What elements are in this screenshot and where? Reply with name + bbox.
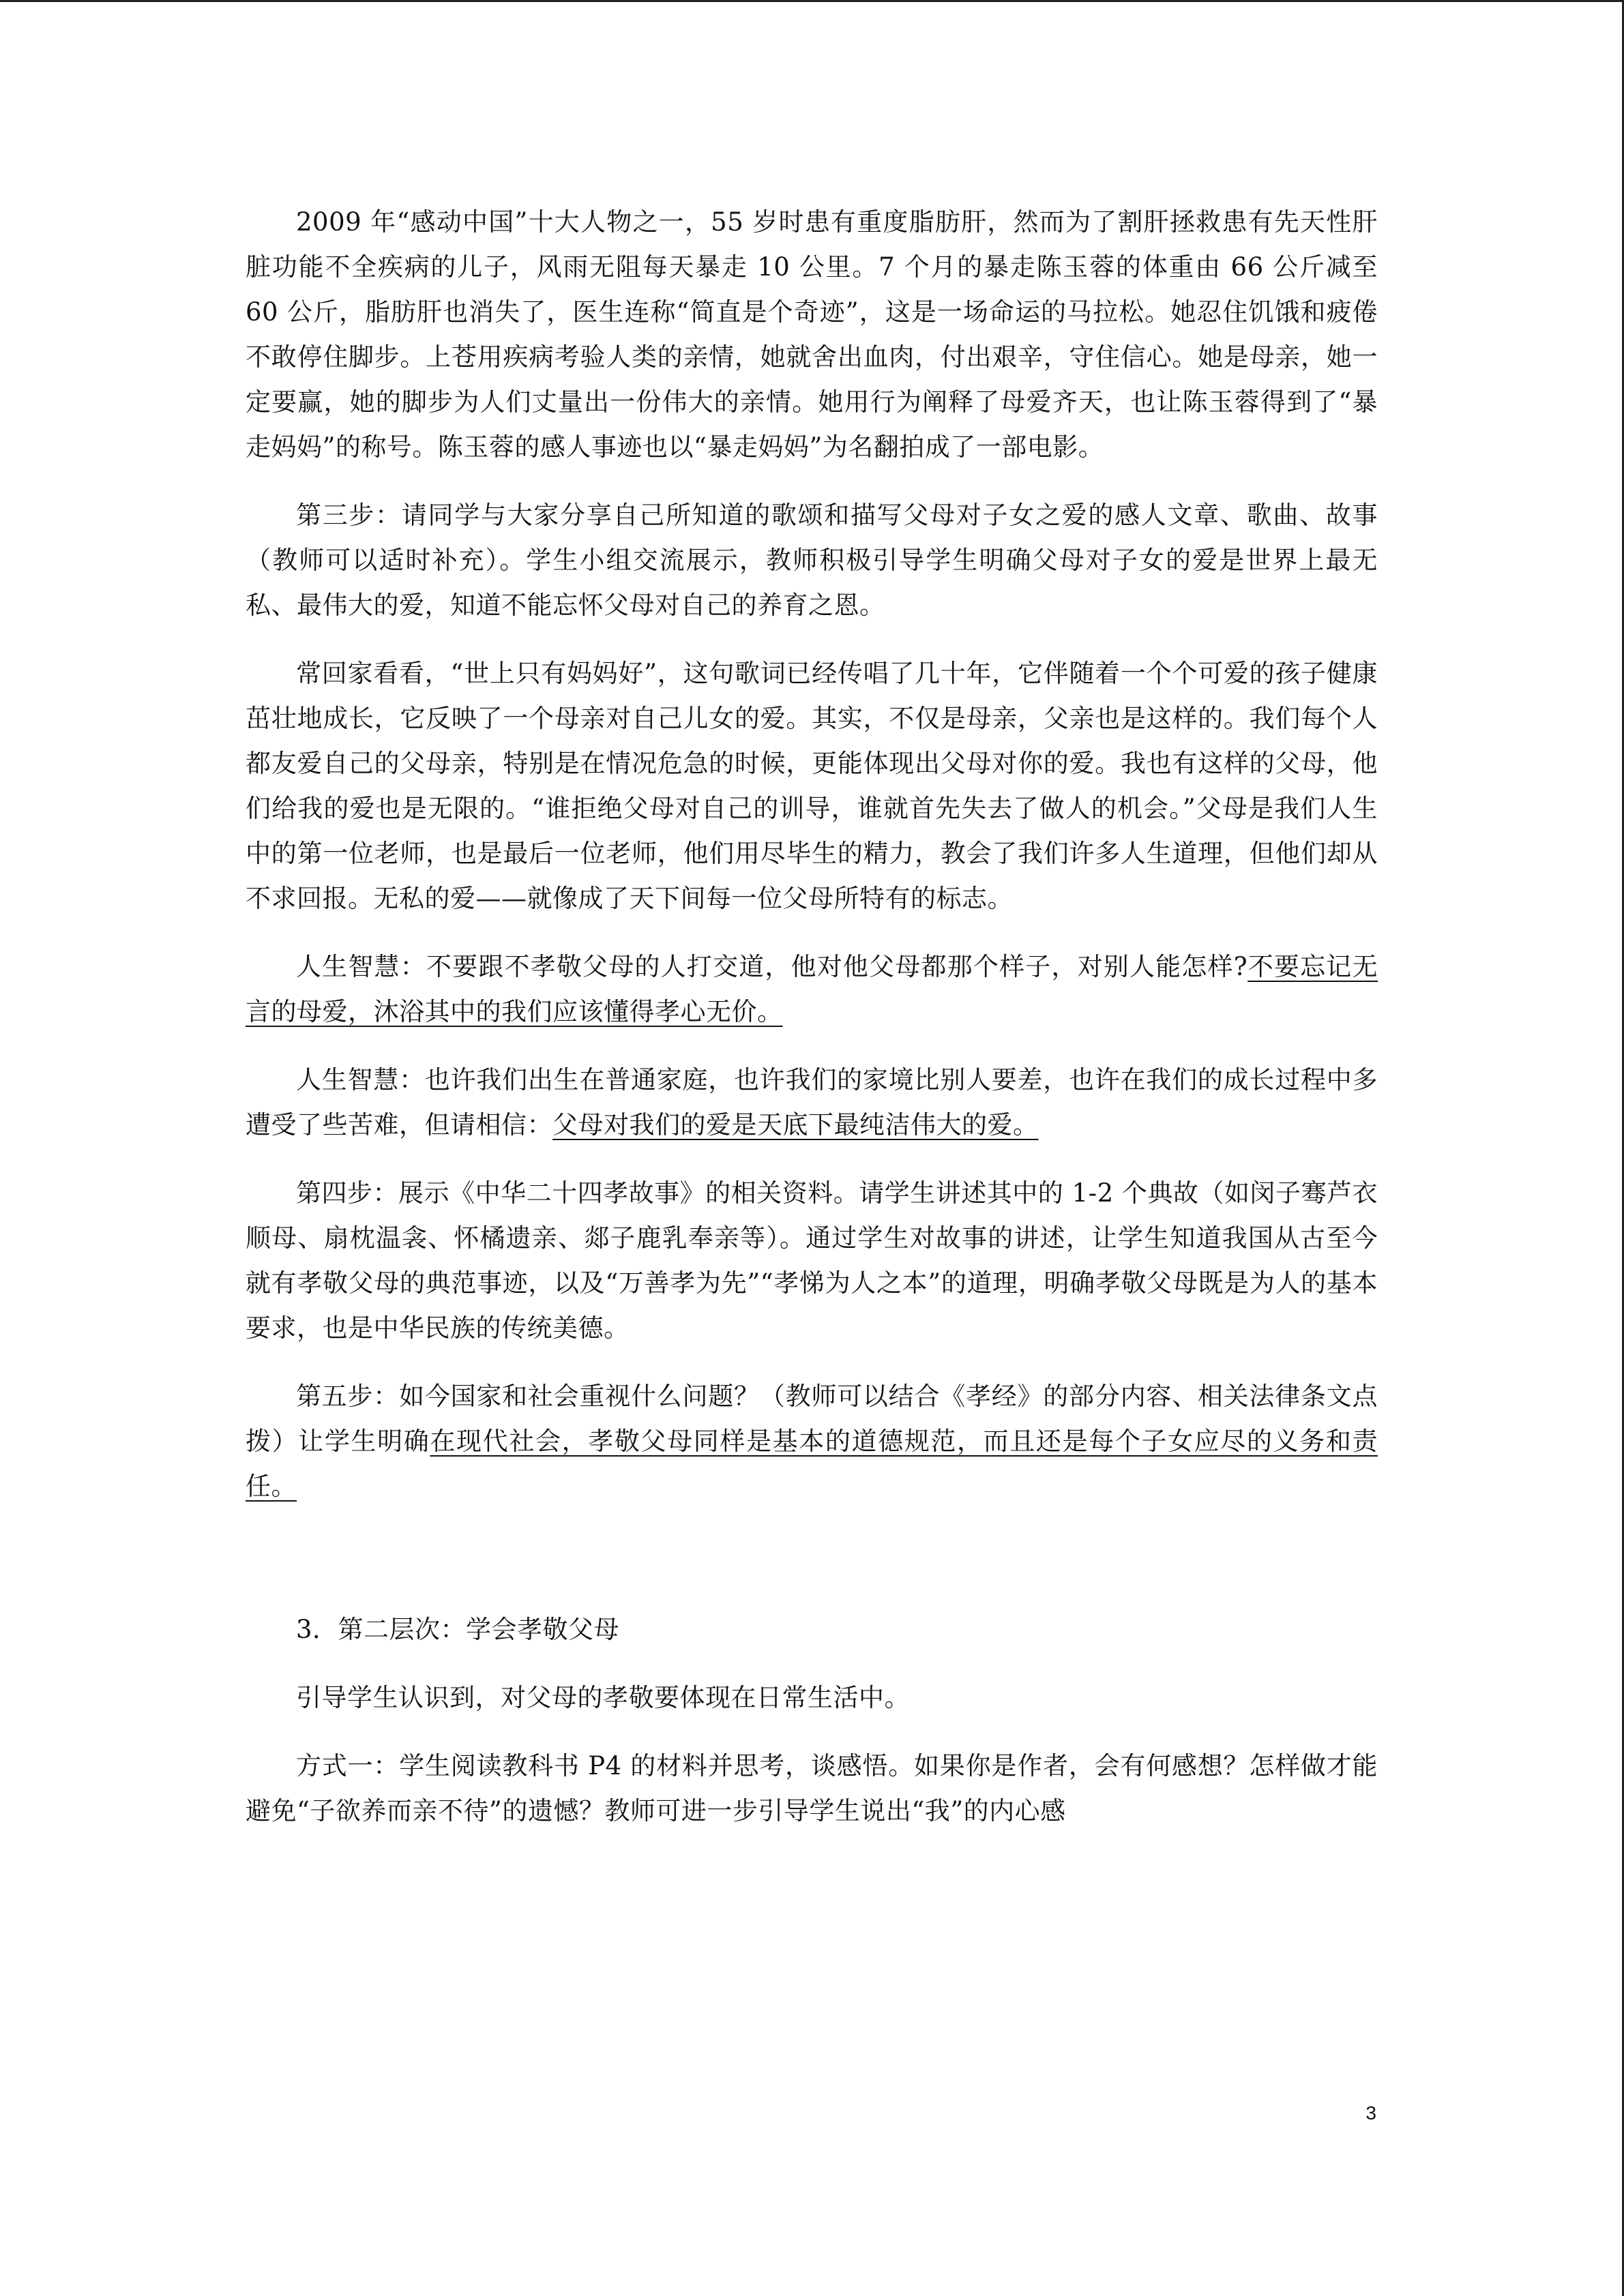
paragraph-guide-students: 引导学生认识到，对父母的孝敬要体现在日常生活中。: [296, 1683, 910, 1712]
step-five-text: 第五步：如今国家和社会重视什么问题？（教师可以结合《孝经》的部分内容、相关法律条文点拨）让学生明确: [246, 1382, 1378, 1456]
paragraph-step-five: [246, 1374, 1378, 1509]
life-wisdom-two-underlined: 父母对我们的爱是天底下最纯洁伟大的爱。: [552, 1110, 1039, 1139]
section-spacer: [246, 1532, 1378, 1607]
life-wisdom-one-underlined: 不要忘记无言的母爱，沐浴其中的我们应该懂得孝心无价。: [246, 952, 1378, 1026]
paragraph-step-four: 第四步：展示《中华二十四孝故事》的相关资料。请学生讲述其中的 1-2 个典故（如闵子骞芦衣顺母、扇枕温衾、怀橘遗亲、郯子鹿乳奉亲等）。通过学生对故事的讲述，让学生知道我国从古至今就有孝敬父母的典范事迹，以及“万善孝为先”“孝悌为人之本”的道理，明确孝敬父母既是为人的基本要求，也是中华民族的传统美德。: [246, 1178, 1378, 1343]
step-five-underlined: 在现代社会，孝敬父母同样是基本的道德规范，而且还是每个子女应尽的义务和责任。: [246, 1427, 1378, 1501]
section-heading-level-two: 3．第二层次：学会孝敬父母: [296, 1615, 620, 1644]
paragraph-parents-love: 常回家看看，“世上只有妈妈好”，这句歌词已经传唱了几十年，它伴随着一个个可爱的孩子健康茁壮地成长，它反映了一个母亲对自己儿女的爱。其实，不仅是母亲，父亲也是这样的。我们每个人都友爱自己的父母亲，特别是在情况危急的时候，更能体现出父母对你的爱。我也有这样的父母，他们给我的爱也是无限的。“谁拒绝父母对自己的训导，谁就首先失去了做人的机会。”父母是我们人生中的第一位老师，也是最后一位老师，他们用尽毕生的精力，教会了我们许多人生道理，但他们却从不求回报。无私的爱——就像成了天下间每一位父母所特有的标志。: [246, 659, 1378, 913]
paragraph-life-wisdom-two: [246, 1058, 1378, 1148]
page-number: 3: [1365, 2102, 1376, 2123]
paragraph-story-chen-yurong: 2009 年“感动中国”十大人物之一，55 岁时患有重度脂肪肝，然而为了割肝拯救患有先天性肝脏功能不全疾病的儿子，风雨无阻每天暴走 10 公里。7 个月的暴走陈玉蓉的体重由 66 公斤减至 60 公斤，脂肪肝也消失了，医生连称“简直是个奇迹”，这是一场命运的马拉松。她忍住饥饿和疲倦不敢停住脚步。上苍用疾病考验人类的亲情，她就舍出血肉，付出艰辛，守住信心。她是母亲，她一定要赢，她的脚步为人们丈量出一份伟大的亲情。她用行为阐释了母爱齐天，也让陈玉蓉得到了“暴走妈妈”的称号。陈玉蓉的感人事迹也以“暴走妈妈”为名翻拍成了一部电影。: [246, 207, 1378, 462]
paragraph-life-wisdom-one: [246, 944, 1378, 1034]
document-body: [246, 200, 1378, 1857]
paragraph-method-one: 方式一：学生阅读教科书 P4 的材料并思考，谈感悟。如果你是作者，会有何感想？怎样做才能避免“子欲养而亲不待”的遗憾？教师可进一步引导学生说出“我”的内心感: [246, 1751, 1378, 1825]
life-wisdom-two-text: 人生智慧：也许我们出生在普通家庭，也许我们的家境比别人要差，也许在我们的成长过程中多遭受了些苦难，但请相信：: [246, 1065, 1378, 1139]
life-wisdom-one-text: 人生智慧：不要跟不孝敬父母的人打交道，他对他父母都那个样子，对别人能怎样?: [296, 952, 1248, 981]
paragraph-step-three: 第三步：请同学与大家分享自己所知道的歌颂和描写父母对子女之爱的感人文章、歌曲、故事（教师可以适时补充）。学生小组交流展示，教师积极引导学生明确父母对子女的爱是世界上最无私、最伟大的爱，知道不能忘怀父母对自己的养育之恩。: [246, 501, 1378, 620]
